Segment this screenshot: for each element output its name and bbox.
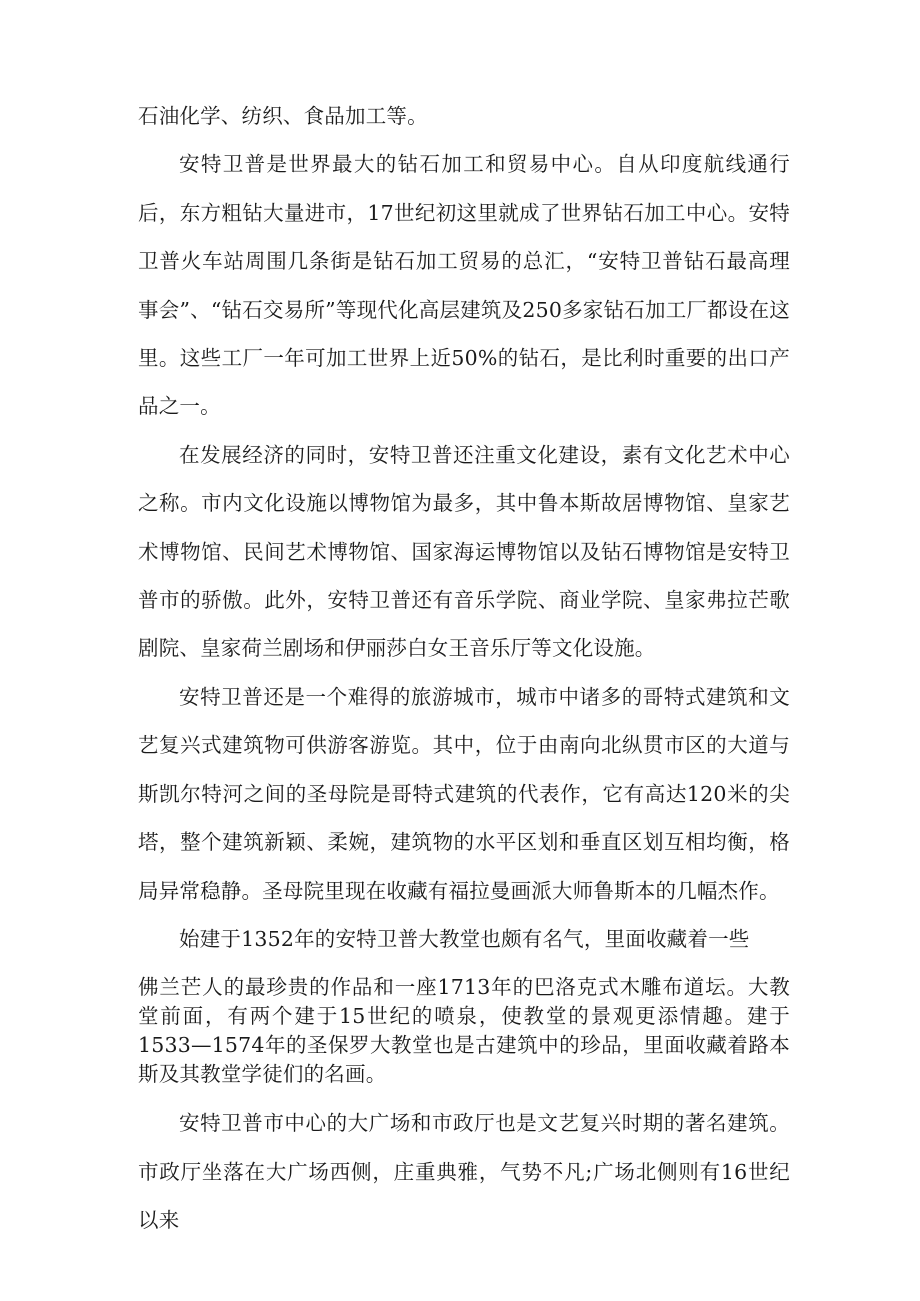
- paragraph-tourism: 安特卫普还是一个难得的旅游城市，城市中诸多的哥特式建筑和文艺复兴式建筑物可供游客游览。其中，位于由南向北纵贯市区的大道与斯凯尔特河之间的圣母院是哥特式建筑的代表作，它有高达120米的尖塔，整个建筑新颖、柔婉，建筑物的水平区划和垂直区划互相均衡，格局异常稳静。圣母院里现在收藏有福拉曼画派大师鲁斯本的几幅杰作。: [138, 684, 790, 903]
- paragraph-cathedral-start: 始建于1352年的安特卫普大教堂也颇有名气，里面收藏着一些: [179, 926, 750, 951]
- paragraph-grand-place: 安特卫普市中心的大广场和市政厅也是文艺复兴时期的著名建筑。市政厅坐落在大广场西侧，庄重典雅，气势不凡;广场北侧则有16世纪以来: [138, 1111, 790, 1233]
- document-page: [138, 92, 790, 1245]
- paragraph-continuation: 石油化学、纺织、食品加工等。: [138, 104, 428, 128]
- paragraph-cathedral-continued: 佛兰芒人的最珍贵的作品和一座1713年的巴洛克式木雕布道坛。大教堂前面，有两个建于15世纪的喷泉，使教堂的景观更添情趣。建于1533—1574年的圣保罗大教堂也是古建筑中的珍品，里面收藏着路本斯及其教堂学徒们的名画。: [138, 975, 790, 1087]
- paragraph-culture: 在发展经济的同时，安特卫普还注重文化建设，素有文化艺术中心之称。市内文化设施以博物馆为最多，其中鲁本斯故居博物馆、皇家艺术博物馆、民间艺术博物馆、国家海运博物馆以及钻石博物馆是安特卫普市的骄傲。此外，安特卫普还有音乐学院、商业学院、皇家弗拉芒歌剧院、皇家荷兰剧场和伊丽莎白女王音乐厅等文化设施。: [138, 442, 790, 661]
- paragraph-diamond-center: 安特卫普是世界最大的钻石加工和贸易中心。自从印度航线通行后，东方粗钻大量进市，17世纪初这里就成了世界钻石加工中心。安特卫普火车站周围几条街是钻石加工贸易的总汇，“安特卫普钻石最高理事会”、“钻石交易所”等现代化高层建筑及250多家钻石加工厂都设在这里。这些工厂一年可加工世界上近50%的钻石，是比利时重要的出口产品之一。: [138, 152, 790, 419]
